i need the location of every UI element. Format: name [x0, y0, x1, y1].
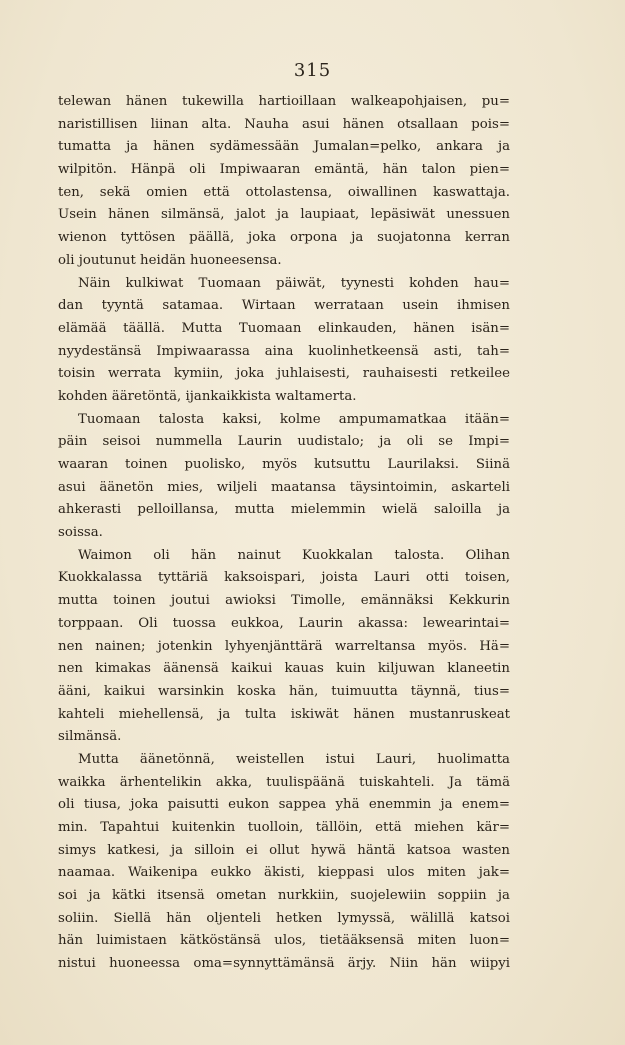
text-line: Usein hänen silmänsä, jalot ja laupiaat, lepäsiwät unessuen: [58, 207, 510, 223]
text-line: asui äänetön mies, wiljeli maatansa täysintoimin, askarteli: [58, 479, 510, 495]
text-line: naamaa. Waikenipa eukko äkisti, kieppasi ulos miten jak=: [58, 865, 510, 881]
page-number: 315: [293, 60, 332, 81]
text-line: wienon tyttösen päällä, joka orpona ja suojatonna kerran: [58, 230, 510, 246]
text-line: torppaan. Oli tuossa eukkoa, Laurin akassa: lewearintai=: [58, 615, 510, 631]
text-line: Kuokkalassa tyttäriä kaksoispari, joista Lauri otti toisen,: [58, 570, 510, 586]
text-line: wilpitön. Hänpä oli Impiwaaran emäntä, hän talon pien=: [58, 162, 510, 178]
text-line: ääni, kaikui warsinkin koska hän, tuimuutta täynnä, tius=: [58, 683, 510, 699]
text-line: soissa.: [58, 525, 103, 541]
text-line: soi ja kätki itsensä ometan nurkkiin, suojelewiin soppiin ja: [58, 888, 510, 904]
text-line: toisin werrata kymiin, joka juhlaisesti, rauhaisesti retkeilee: [58, 366, 510, 382]
text-line: nen nainen; jotenkin lyhyenjänttärä warreltansa myös. Hä=: [58, 638, 510, 654]
text-line: min. Tapahtui kuitenkin tuolloin, tällöin, että miehen kär=: [58, 820, 510, 835]
text-line: soliin. Siellä hän oljenteli hetken lymyssä, wälillä katsoi: [58, 910, 510, 926]
text-line: telewan hänen tukewilla hartioillaan walkeapohjaisen, pu=: [58, 94, 510, 109]
text-line: päin seisoi nummella Laurin uudistalo; ja oli se Impi=: [58, 434, 510, 450]
text-line: Tuomaan talosta kaksi, kolme ampumamatkaa itään=: [78, 411, 510, 427]
text-line: dan tyyntä satamaa. Wirtaan werrataan usein ihmisen: [58, 298, 510, 314]
text-line: waaran toinen puolisko, myös kutsuttu Laurilaksi. Siinä: [58, 457, 510, 472]
text-line: kohden ääretöntä, ijankaikkista waltamerta.: [58, 388, 357, 404]
text-line: Näin kulkiwat Tuomaan päiwät, tyynesti kohden hau=: [78, 275, 510, 291]
text-line: mutta toinen joutui awioksi Timolle, emännäksi Kekkurin: [58, 593, 510, 609]
text-line: ten, sekä omien että ottolastensa, oiwallinen kaswattaja.: [58, 184, 510, 200]
text-line: nistui huoneessa oma=synnyttämänsä ärjy. Niin hän wiipyi: [58, 956, 510, 972]
text-line: Waimon oli hän nainut Kuokkalan talosta. Olihan: [78, 547, 510, 563]
text-line: simys katkesi, ja silloin ei ollut hywä häntä katsoa wasten: [58, 842, 510, 858]
text-line: naristillisen liinan alta. Nauha asui hänen otsallaan pois=: [58, 116, 510, 132]
text-line: Mutta äänetönnä, weistellen istui Lauri, huolimatta: [78, 751, 510, 767]
text-line: nen kimakas äänensä kaikui kauas kuin kiljuwan klaneetin: [58, 661, 510, 677]
text-line: nyydestänsä Impiwaarassa aina kuolinhetkeensä asti, tah=: [58, 343, 510, 359]
text-line: hän luimistaen kätköstänsä ulos, tietääksensä miten luon=: [58, 933, 510, 949]
text-line: waikka ärhentelikin akka, tuulispäänä tuiskahteli. Ja tämä: [58, 774, 510, 790]
body-text: [58, 91, 510, 976]
text-line: oli joutunut heidän huoneesensa.: [58, 252, 282, 268]
text-line: ahkerasti pelloillansa, mutta mielemmin wielä saloilla ja: [58, 502, 510, 518]
text-line: tumatta ja hänen sydämessään Jumalan=pelko, ankara ja: [58, 139, 510, 155]
text-line: oli tiusa, joka paisutti eukon sappea yhä enemmin ja enem=: [58, 797, 510, 813]
text-line: silmänsä.: [58, 729, 122, 745]
text-line: kahteli miehellensä, ja tulta iskiwät hänen mustanruskeat: [58, 706, 510, 722]
text-line: elämää täällä. Mutta Tuomaan elinkauden, hänen isän=: [58, 320, 510, 336]
